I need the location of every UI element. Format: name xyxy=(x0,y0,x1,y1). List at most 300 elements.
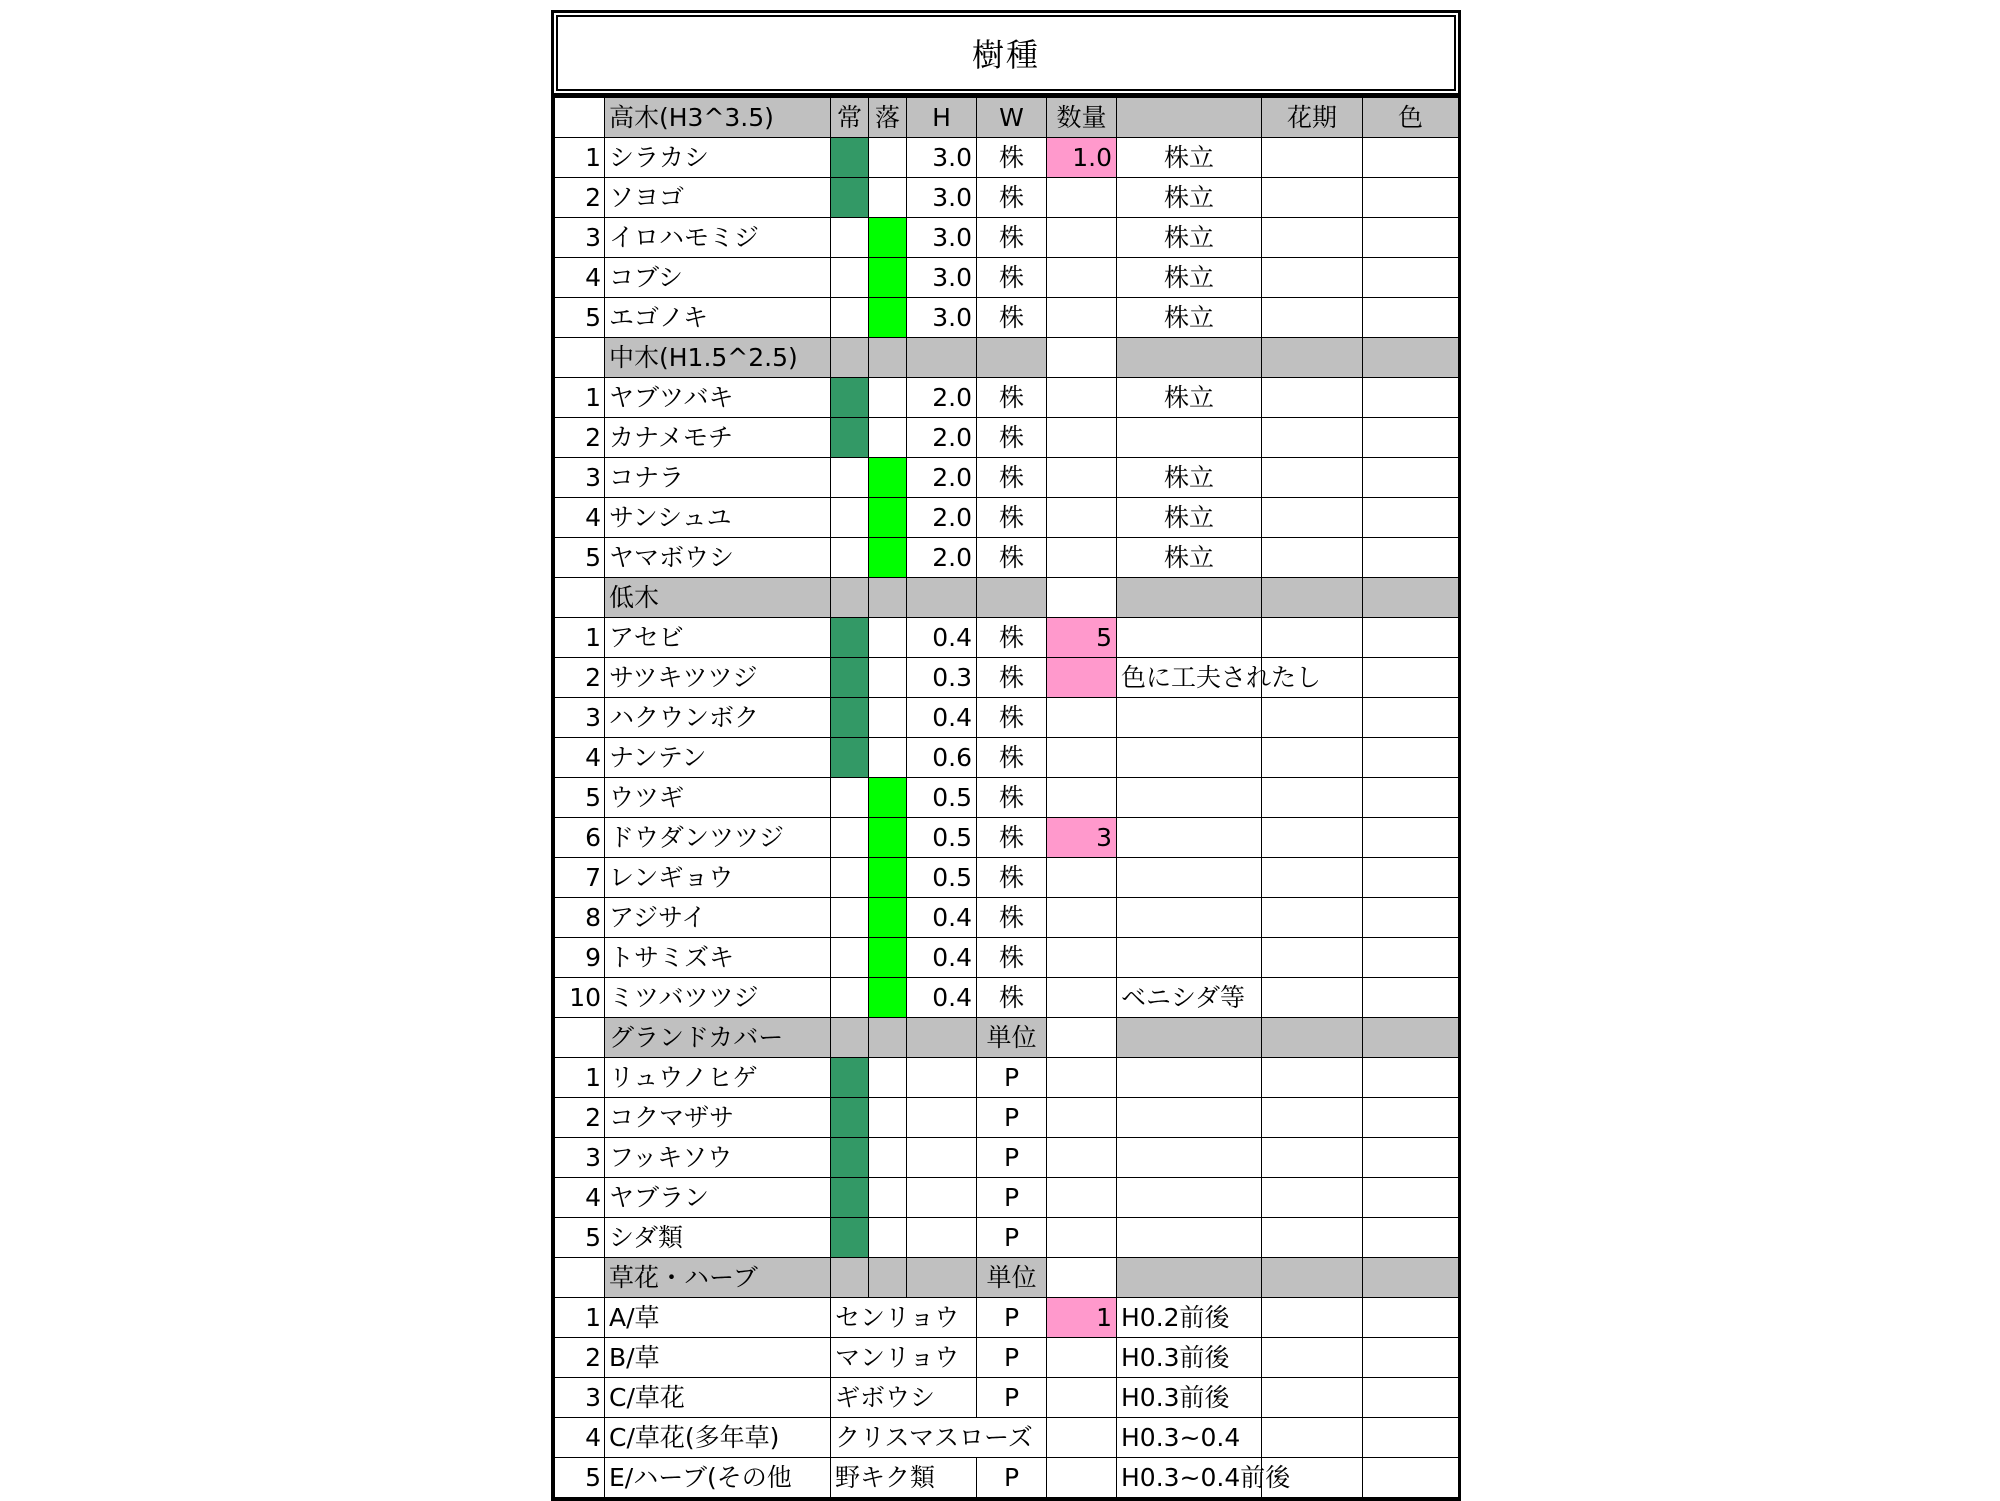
width-value[interactable]: 株 xyxy=(977,618,1047,658)
width-value[interactable]: 株 xyxy=(977,938,1047,978)
height-heading[interactable]: H xyxy=(907,97,977,138)
height-value[interactable]: 2.0 xyxy=(907,538,977,578)
bloom-cell[interactable] xyxy=(1262,1018,1363,1058)
bloom-value[interactable] xyxy=(1262,1218,1363,1258)
note-value[interactable]: 色に工夫されたし xyxy=(1117,658,1262,698)
bloom-value[interactable] xyxy=(1262,1298,1363,1338)
quantity-value[interactable] xyxy=(1047,498,1117,538)
row-number[interactable]: 3 xyxy=(555,458,605,498)
width-value[interactable]: P xyxy=(977,1098,1047,1138)
bloom-value[interactable] xyxy=(1262,178,1363,218)
width-heading[interactable]: W xyxy=(977,97,1047,138)
note-value[interactable]: H0.3~0.4 xyxy=(1117,1418,1262,1458)
species-name[interactable]: サンシュユ xyxy=(605,498,831,538)
color-value[interactable] xyxy=(1363,738,1459,778)
width-value[interactable]: 株 xyxy=(977,418,1047,458)
bloom-value[interactable] xyxy=(1262,898,1363,938)
color-value[interactable] xyxy=(1363,698,1459,738)
quantity-value[interactable] xyxy=(1047,858,1117,898)
bloom-value[interactable] xyxy=(1262,938,1363,978)
flower-species[interactable]: ギボウシ xyxy=(831,1378,977,1418)
deciduous-cell[interactable] xyxy=(869,698,907,738)
quantity-value[interactable] xyxy=(1047,258,1117,298)
evergreen-cell[interactable] xyxy=(831,618,869,658)
width-value[interactable]: 株 xyxy=(977,458,1047,498)
bloom-heading[interactable]: 花期 xyxy=(1262,97,1363,138)
group-heading[interactable]: グランドカバー xyxy=(605,1018,831,1058)
quantity-value[interactable] xyxy=(1047,1378,1117,1418)
note-value[interactable]: 株立 xyxy=(1117,138,1262,178)
color-value[interactable] xyxy=(1363,898,1459,938)
color-value[interactable] xyxy=(1363,658,1459,698)
quantity-value[interactable] xyxy=(1047,378,1117,418)
species-name[interactable]: エゴノキ xyxy=(605,298,831,338)
species-name[interactable]: ナンテン xyxy=(605,738,831,778)
quantity-value[interactable] xyxy=(1047,178,1117,218)
bloom-value[interactable] xyxy=(1262,818,1363,858)
quantity-value[interactable] xyxy=(1047,1418,1117,1458)
height-cell[interactable] xyxy=(907,1258,977,1298)
note-value[interactable] xyxy=(1117,858,1262,898)
row-number[interactable]: 2 xyxy=(555,418,605,458)
quantity-value[interactable] xyxy=(1047,1178,1117,1218)
flower-species[interactable]: センリョウ xyxy=(831,1298,977,1338)
deciduous-cell[interactable] xyxy=(869,738,907,778)
row-number-cell[interactable] xyxy=(555,338,605,378)
height-value[interactable]: 2.0 xyxy=(907,458,977,498)
species-name[interactable]: ヤマボウシ xyxy=(605,538,831,578)
deciduous-cell[interactable] xyxy=(869,418,907,458)
bloom-value[interactable] xyxy=(1262,858,1363,898)
width-value[interactable]: P xyxy=(977,1138,1047,1178)
row-number[interactable]: 3 xyxy=(555,218,605,258)
species-name[interactable]: レンギョウ xyxy=(605,858,831,898)
evergreen-cell[interactable] xyxy=(831,858,869,898)
row-number[interactable]: 5 xyxy=(555,1458,605,1498)
evergreen-cell[interactable] xyxy=(831,1098,869,1138)
color-value[interactable] xyxy=(1363,978,1459,1018)
evergreen-cell[interactable] xyxy=(831,978,869,1018)
evergreen-cell[interactable] xyxy=(831,138,869,178)
height-value[interactable] xyxy=(907,1098,977,1138)
width-value[interactable]: P xyxy=(977,1058,1047,1098)
evergreen-cell[interactable] xyxy=(831,738,869,778)
row-number[interactable]: 1 xyxy=(555,1298,605,1338)
bloom-value[interactable] xyxy=(1262,138,1363,178)
deciduous-cell[interactable] xyxy=(869,1258,907,1298)
quantity-value[interactable] xyxy=(1047,898,1117,938)
evergreen-cell[interactable] xyxy=(831,538,869,578)
note-value[interactable]: H0.3前後 xyxy=(1117,1338,1262,1378)
height-cell[interactable] xyxy=(907,1018,977,1058)
note-value[interactable]: ベニシダ等 xyxy=(1117,978,1262,1018)
deciduous-cell[interactable] xyxy=(869,898,907,938)
width-value[interactable]: 株 xyxy=(977,538,1047,578)
note-value[interactable] xyxy=(1117,818,1262,858)
evergreen-cell[interactable] xyxy=(831,1018,869,1058)
species-name[interactable]: ソヨゴ xyxy=(605,178,831,218)
row-number[interactable]: 4 xyxy=(555,258,605,298)
color-value[interactable] xyxy=(1363,778,1459,818)
note-value[interactable] xyxy=(1117,1098,1262,1138)
deciduous-cell[interactable] xyxy=(869,378,907,418)
note-value[interactable]: 株立 xyxy=(1117,498,1262,538)
evergreen-cell[interactable] xyxy=(831,1178,869,1218)
color-value[interactable] xyxy=(1363,1458,1459,1498)
width-value[interactable]: 株 xyxy=(977,218,1047,258)
height-value[interactable]: 0.4 xyxy=(907,898,977,938)
bloom-value[interactable] xyxy=(1262,1418,1363,1458)
species-name[interactable]: シラカシ xyxy=(605,138,831,178)
quantity-value[interactable] xyxy=(1047,1098,1117,1138)
row-number[interactable]: 8 xyxy=(555,898,605,938)
note-value[interactable] xyxy=(1117,938,1262,978)
group-heading[interactable]: 草花・ハーブ xyxy=(605,1258,831,1298)
width-value[interactable]: 株 xyxy=(977,658,1047,698)
unit-value[interactable]: P xyxy=(977,1338,1047,1378)
quantity-value[interactable] xyxy=(1047,978,1117,1018)
color-value[interactable] xyxy=(1363,938,1459,978)
bloom-value[interactable] xyxy=(1262,1138,1363,1178)
deciduous-cell[interactable] xyxy=(869,578,907,618)
evergreen-cell[interactable] xyxy=(831,418,869,458)
width-value[interactable]: 株 xyxy=(977,378,1047,418)
height-value[interactable]: 0.4 xyxy=(907,978,977,1018)
evergreen-cell[interactable] xyxy=(831,298,869,338)
quantity-heading[interactable]: 数量 xyxy=(1047,97,1117,138)
evergreen-cell[interactable] xyxy=(831,938,869,978)
deciduous-cell[interactable] xyxy=(869,138,907,178)
width-value[interactable]: 株 xyxy=(977,498,1047,538)
color-value[interactable] xyxy=(1363,218,1459,258)
note-cell[interactable] xyxy=(1117,338,1262,378)
unit-value[interactable]: P xyxy=(977,1378,1047,1418)
species-name[interactable]: ハクウンボク xyxy=(605,698,831,738)
row-number[interactable]: 2 xyxy=(555,178,605,218)
species-name[interactable]: アジサイ xyxy=(605,898,831,938)
note-value[interactable]: H0.3~0.4前後 xyxy=(1117,1458,1262,1498)
unit-value[interactable]: P xyxy=(977,1298,1047,1338)
flower-species[interactable]: 野キク類 xyxy=(831,1458,977,1498)
row-number[interactable]: 7 xyxy=(555,858,605,898)
width-value[interactable]: 株 xyxy=(977,978,1047,1018)
color-value[interactable] xyxy=(1363,618,1459,658)
bloom-value[interactable] xyxy=(1262,458,1363,498)
color-value[interactable] xyxy=(1363,818,1459,858)
bloom-value[interactable] xyxy=(1262,218,1363,258)
species-name[interactable]: フッキソウ xyxy=(605,1138,831,1178)
category-heading[interactable]: 高木(H3^3.5) xyxy=(605,97,831,138)
color-value[interactable] xyxy=(1363,1178,1459,1218)
flower-category[interactable]: C/草花 xyxy=(605,1378,831,1418)
deciduous-cell[interactable] xyxy=(869,498,907,538)
quantity-cell[interactable] xyxy=(1047,1018,1117,1058)
species-name[interactable]: アセビ xyxy=(605,618,831,658)
color-heading[interactable]: 色 xyxy=(1363,97,1459,138)
quantity-value[interactable] xyxy=(1047,1058,1117,1098)
row-number[interactable]: 1 xyxy=(555,1058,605,1098)
color-cell[interactable] xyxy=(1363,338,1459,378)
row-number[interactable]: 1 xyxy=(555,378,605,418)
row-number[interactable]: 9 xyxy=(555,938,605,978)
unit-heading[interactable]: 単位 xyxy=(977,1018,1047,1058)
evergreen-cell[interactable] xyxy=(831,258,869,298)
deciduous-cell[interactable] xyxy=(869,658,907,698)
quantity-value[interactable] xyxy=(1047,698,1117,738)
species-name[interactable]: ミツバツツジ xyxy=(605,978,831,1018)
evergreen-cell[interactable] xyxy=(831,1138,869,1178)
height-cell[interactable] xyxy=(907,578,977,618)
species-name[interactable]: リュウノヒゲ xyxy=(605,1058,831,1098)
row-number-cell[interactable] xyxy=(555,97,605,138)
species-name[interactable]: ヤブラン xyxy=(605,1178,831,1218)
bloom-value[interactable] xyxy=(1262,1058,1363,1098)
color-value[interactable] xyxy=(1363,418,1459,458)
unit-heading[interactable]: 単位 xyxy=(977,1258,1047,1298)
note-value[interactable] xyxy=(1117,1218,1262,1258)
bloom-value[interactable] xyxy=(1262,1178,1363,1218)
bloom-cell[interactable] xyxy=(1262,338,1363,378)
height-value[interactable] xyxy=(907,1218,977,1258)
note-value[interactable]: 株立 xyxy=(1117,178,1262,218)
evergreen-cell[interactable] xyxy=(831,898,869,938)
color-value[interactable] xyxy=(1363,378,1459,418)
color-value[interactable] xyxy=(1363,858,1459,898)
deciduous-cell[interactable] xyxy=(869,1018,907,1058)
note-value[interactable] xyxy=(1117,738,1262,778)
width-value[interactable]: 株 xyxy=(977,258,1047,298)
deciduous-cell[interactable] xyxy=(869,218,907,258)
species-name[interactable]: ウツギ xyxy=(605,778,831,818)
note-value[interactable]: H0.3前後 xyxy=(1117,1378,1262,1418)
evergreen-cell[interactable] xyxy=(831,338,869,378)
deciduous-cell[interactable] xyxy=(869,1138,907,1178)
row-number[interactable]: 4 xyxy=(555,738,605,778)
row-number[interactable]: 5 xyxy=(555,538,605,578)
color-value[interactable] xyxy=(1363,1338,1459,1378)
quantity-value[interactable] xyxy=(1047,1338,1117,1378)
note-value[interactable] xyxy=(1117,1178,1262,1218)
color-cell[interactable] xyxy=(1363,578,1459,618)
bloom-value[interactable] xyxy=(1262,978,1363,1018)
quantity-value[interactable] xyxy=(1047,298,1117,338)
species-name[interactable]: コブシ xyxy=(605,258,831,298)
color-cell[interactable] xyxy=(1363,1018,1459,1058)
deciduous-cell[interactable] xyxy=(869,298,907,338)
quantity-value[interactable]: 3 xyxy=(1047,818,1117,858)
note-value[interactable] xyxy=(1117,898,1262,938)
deciduous-heading[interactable]: 落 xyxy=(869,97,907,138)
evergreen-heading[interactable]: 常 xyxy=(831,97,869,138)
note-value[interactable] xyxy=(1117,418,1262,458)
color-cell[interactable] xyxy=(1363,1258,1459,1298)
height-value[interactable]: 3.0 xyxy=(907,258,977,298)
deciduous-cell[interactable] xyxy=(869,1098,907,1138)
species-name[interactable]: カナメモチ xyxy=(605,418,831,458)
evergreen-cell[interactable] xyxy=(831,1058,869,1098)
bloom-value[interactable] xyxy=(1262,1098,1363,1138)
group-heading[interactable]: 中木(H1.5^2.5) xyxy=(605,338,831,378)
note-value[interactable]: 株立 xyxy=(1117,538,1262,578)
species-name[interactable]: ドウダンツツジ xyxy=(605,818,831,858)
group-heading[interactable]: 低木 xyxy=(605,578,831,618)
width-value[interactable]: 株 xyxy=(977,178,1047,218)
row-number[interactable]: 6 xyxy=(555,818,605,858)
color-value[interactable] xyxy=(1363,258,1459,298)
quantity-value[interactable] xyxy=(1047,938,1117,978)
unit-heading[interactable] xyxy=(977,578,1047,618)
quantity-value[interactable] xyxy=(1047,738,1117,778)
quantity-value[interactable] xyxy=(1047,1458,1117,1498)
note-cell[interactable] xyxy=(1117,1258,1262,1298)
width-value[interactable]: 株 xyxy=(977,778,1047,818)
height-value[interactable]: 0.4 xyxy=(907,938,977,978)
bloom-value[interactable] xyxy=(1262,698,1363,738)
note-value[interactable] xyxy=(1117,1058,1262,1098)
quantity-value[interactable] xyxy=(1047,218,1117,258)
quantity-value[interactable] xyxy=(1047,778,1117,818)
bloom-value[interactable] xyxy=(1262,498,1363,538)
bloom-cell[interactable] xyxy=(1262,1258,1363,1298)
height-value[interactable]: 0.5 xyxy=(907,778,977,818)
bloom-value[interactable] xyxy=(1262,1338,1363,1378)
width-value[interactable]: 株 xyxy=(977,818,1047,858)
note-value[interactable] xyxy=(1117,618,1262,658)
evergreen-cell[interactable] xyxy=(831,378,869,418)
bloom-value[interactable] xyxy=(1262,538,1363,578)
flower-species[interactable]: マンリョウ xyxy=(831,1338,977,1378)
row-number-cell[interactable] xyxy=(555,1018,605,1058)
species-name[interactable]: サツキツツジ xyxy=(605,658,831,698)
unit-heading[interactable] xyxy=(977,338,1047,378)
row-number[interactable]: 2 xyxy=(555,1098,605,1138)
quantity-cell[interactable] xyxy=(1047,578,1117,618)
width-value[interactable]: 株 xyxy=(977,898,1047,938)
deciduous-cell[interactable] xyxy=(869,258,907,298)
note-value[interactable]: 株立 xyxy=(1117,298,1262,338)
quantity-value[interactable] xyxy=(1047,658,1117,698)
species-name[interactable]: コナラ xyxy=(605,458,831,498)
deciduous-cell[interactable] xyxy=(869,538,907,578)
row-number-cell[interactable] xyxy=(555,578,605,618)
deciduous-cell[interactable] xyxy=(869,1058,907,1098)
deciduous-cell[interactable] xyxy=(869,938,907,978)
color-value[interactable] xyxy=(1363,1058,1459,1098)
unit-value[interactable]: P xyxy=(977,1458,1047,1498)
quantity-value[interactable] xyxy=(1047,1218,1117,1258)
row-number[interactable]: 4 xyxy=(555,498,605,538)
height-value[interactable] xyxy=(907,1178,977,1218)
color-value[interactable] xyxy=(1363,538,1459,578)
height-value[interactable]: 0.3 xyxy=(907,658,977,698)
species-name[interactable]: ヤブツバキ xyxy=(605,378,831,418)
color-value[interactable] xyxy=(1363,498,1459,538)
flower-category[interactable]: A/草 xyxy=(605,1298,831,1338)
bloom-value[interactable] xyxy=(1262,738,1363,778)
color-value[interactable] xyxy=(1363,1138,1459,1178)
evergreen-cell[interactable] xyxy=(831,458,869,498)
bloom-value[interactable] xyxy=(1262,298,1363,338)
species-name[interactable]: イロハモミジ xyxy=(605,218,831,258)
row-number[interactable]: 5 xyxy=(555,1218,605,1258)
deciduous-cell[interactable] xyxy=(869,978,907,1018)
height-value[interactable]: 2.0 xyxy=(907,418,977,458)
quantity-value[interactable]: 5 xyxy=(1047,618,1117,658)
height-cell[interactable] xyxy=(907,338,977,378)
bloom-value[interactable] xyxy=(1262,418,1363,458)
row-number[interactable]: 1 xyxy=(555,618,605,658)
color-value[interactable] xyxy=(1363,458,1459,498)
height-value[interactable]: 0.4 xyxy=(907,698,977,738)
height-value[interactable]: 3.0 xyxy=(907,218,977,258)
evergreen-cell[interactable] xyxy=(831,778,869,818)
height-value[interactable] xyxy=(907,1058,977,1098)
row-number[interactable]: 3 xyxy=(555,1138,605,1178)
height-value[interactable]: 3.0 xyxy=(907,178,977,218)
quantity-value[interactable]: 1 xyxy=(1047,1298,1117,1338)
deciduous-cell[interactable] xyxy=(869,818,907,858)
row-number[interactable]: 2 xyxy=(555,658,605,698)
row-number[interactable]: 4 xyxy=(555,1178,605,1218)
quantity-cell[interactable] xyxy=(1047,1258,1117,1298)
note-value[interactable]: 株立 xyxy=(1117,218,1262,258)
width-value[interactable]: 株 xyxy=(977,698,1047,738)
note-cell[interactable] xyxy=(1117,1018,1262,1058)
note-value[interactable]: 株立 xyxy=(1117,378,1262,418)
color-value[interactable] xyxy=(1363,1418,1459,1458)
note-value[interactable]: 株立 xyxy=(1117,458,1262,498)
quantity-value[interactable]: 1.0 xyxy=(1047,138,1117,178)
row-number[interactable]: 3 xyxy=(555,698,605,738)
height-value[interactable]: 0.5 xyxy=(907,818,977,858)
row-number-cell[interactable] xyxy=(555,1258,605,1298)
height-value[interactable]: 0.4 xyxy=(907,618,977,658)
row-number[interactable]: 10 xyxy=(555,978,605,1018)
bloom-value[interactable] xyxy=(1262,1378,1363,1418)
quantity-cell[interactable] xyxy=(1047,338,1117,378)
width-value[interactable]: P xyxy=(977,1178,1047,1218)
deciduous-cell[interactable] xyxy=(869,1218,907,1258)
species-name[interactable]: シダ類 xyxy=(605,1218,831,1258)
species-name[interactable]: トサミズキ xyxy=(605,938,831,978)
flower-category[interactable]: E/ハーブ(その他 xyxy=(605,1458,831,1498)
deciduous-cell[interactable] xyxy=(869,778,907,818)
height-value[interactable]: 0.5 xyxy=(907,858,977,898)
bloom-value[interactable] xyxy=(1262,618,1363,658)
bloom-value[interactable] xyxy=(1262,378,1363,418)
color-value[interactable] xyxy=(1363,1218,1459,1258)
note-heading[interactable] xyxy=(1117,97,1262,138)
deciduous-cell[interactable] xyxy=(869,1178,907,1218)
width-value[interactable]: 株 xyxy=(977,138,1047,178)
color-value[interactable] xyxy=(1363,1298,1459,1338)
height-value[interactable] xyxy=(907,1138,977,1178)
deciduous-cell[interactable] xyxy=(869,178,907,218)
evergreen-cell[interactable] xyxy=(831,1218,869,1258)
row-number[interactable]: 1 xyxy=(555,138,605,178)
note-value[interactable]: 株立 xyxy=(1117,258,1262,298)
note-value[interactable]: H0.2前後 xyxy=(1117,1298,1262,1338)
deciduous-cell[interactable] xyxy=(869,618,907,658)
height-value[interactable]: 0.6 xyxy=(907,738,977,778)
note-value[interactable] xyxy=(1117,778,1262,818)
bloom-cell[interactable] xyxy=(1262,578,1363,618)
color-value[interactable] xyxy=(1363,298,1459,338)
quantity-value[interactable] xyxy=(1047,418,1117,458)
evergreen-cell[interactable] xyxy=(831,1258,869,1298)
evergreen-cell[interactable] xyxy=(831,818,869,858)
bloom-value[interactable] xyxy=(1262,778,1363,818)
